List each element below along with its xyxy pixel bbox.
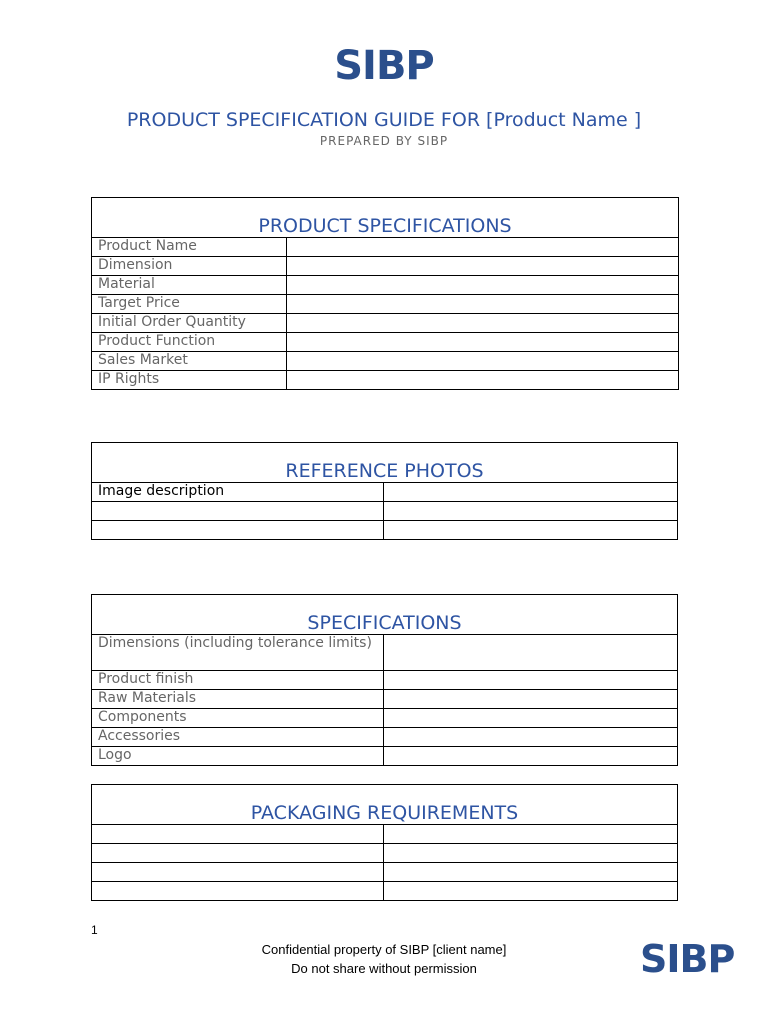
table-row-label: Initial Order Quantity — [92, 314, 287, 333]
table-cell-value[interactable] — [384, 709, 678, 728]
table-row-label: Accessories — [92, 728, 384, 747]
table-cell[interactable] — [92, 521, 384, 540]
footer-confidential — [234, 940, 534, 978]
table-cell-value[interactable] — [384, 882, 678, 901]
table-row-label: Image description — [92, 483, 384, 502]
table-cell-value[interactable] — [287, 333, 679, 352]
table-cell-value[interactable] — [384, 671, 678, 690]
table-cell-value[interactable] — [384, 635, 678, 671]
table-cell-value[interactable] — [287, 352, 679, 371]
table-cell-value[interactable] — [287, 371, 679, 390]
table-cell[interactable] — [92, 502, 384, 521]
specifications-heading: SPECIFICATIONS — [92, 595, 678, 635]
table-row-label: Product finish — [92, 671, 384, 690]
table-cell-value[interactable] — [384, 844, 678, 863]
document-subtitle: PREPARED BY SIBP — [319, 134, 449, 148]
table-row-label: Sales Market — [92, 352, 287, 371]
table-cell-value[interactable] — [384, 521, 678, 540]
reference-photos-heading: REFERENCE PHOTOS — [92, 443, 678, 483]
footer-line-1: Confidential property of SIBP [client name] — [261, 942, 507, 957]
table-cell-value[interactable] — [384, 825, 678, 844]
footer-line-2: Do not share without permission — [291, 961, 477, 976]
table-cell-value[interactable] — [384, 747, 678, 766]
table-cell-value[interactable] — [287, 257, 679, 276]
table-cell-value[interactable] — [287, 314, 679, 333]
table-row-label: Dimensions (including tolerance limits) — [92, 635, 384, 671]
table-row-label: Target Price — [92, 295, 287, 314]
sibp-logo: SIBP — [334, 43, 434, 89]
table-cell-value[interactable] — [287, 276, 679, 295]
sibp-logo-footer: SIBP — [640, 937, 735, 981]
table-cell-value[interactable] — [287, 295, 679, 314]
table-row-label: Components — [92, 709, 384, 728]
table-row-label: IP Rights — [92, 371, 287, 390]
table-row-label: Dimension — [92, 257, 287, 276]
table-row-label: Raw Materials — [92, 690, 384, 709]
document-title: PRODUCT SPECIFICATION GUIDE FOR [Product Name ] — [126, 109, 642, 131]
table-cell[interactable] — [92, 863, 384, 882]
table-cell-value[interactable] — [384, 483, 678, 502]
product-specifications-table — [91, 197, 679, 390]
packaging-requirements-table — [91, 784, 678, 901]
product-specifications-heading: PRODUCT SPECIFICATIONS — [92, 198, 679, 238]
table-cell[interactable] — [92, 844, 384, 863]
packaging-requirements-heading: PACKAGING REQUIREMENTS — [92, 785, 678, 825]
table-cell-value[interactable] — [384, 502, 678, 521]
table-cell-value[interactable] — [384, 690, 678, 709]
table-cell[interactable] — [92, 825, 384, 844]
table-cell-value[interactable] — [384, 863, 678, 882]
table-row-label: Material — [92, 276, 287, 295]
table-row-label: Product Function — [92, 333, 287, 352]
table-cell-value[interactable] — [384, 728, 678, 747]
reference-photos-table — [91, 442, 678, 540]
specifications-table — [91, 594, 678, 766]
table-cell[interactable] — [92, 882, 384, 901]
page-number: 1 — [91, 923, 98, 937]
table-row-label: Product Name — [92, 238, 287, 257]
table-cell-value[interactable] — [287, 238, 679, 257]
table-row-label: Logo — [92, 747, 384, 766]
